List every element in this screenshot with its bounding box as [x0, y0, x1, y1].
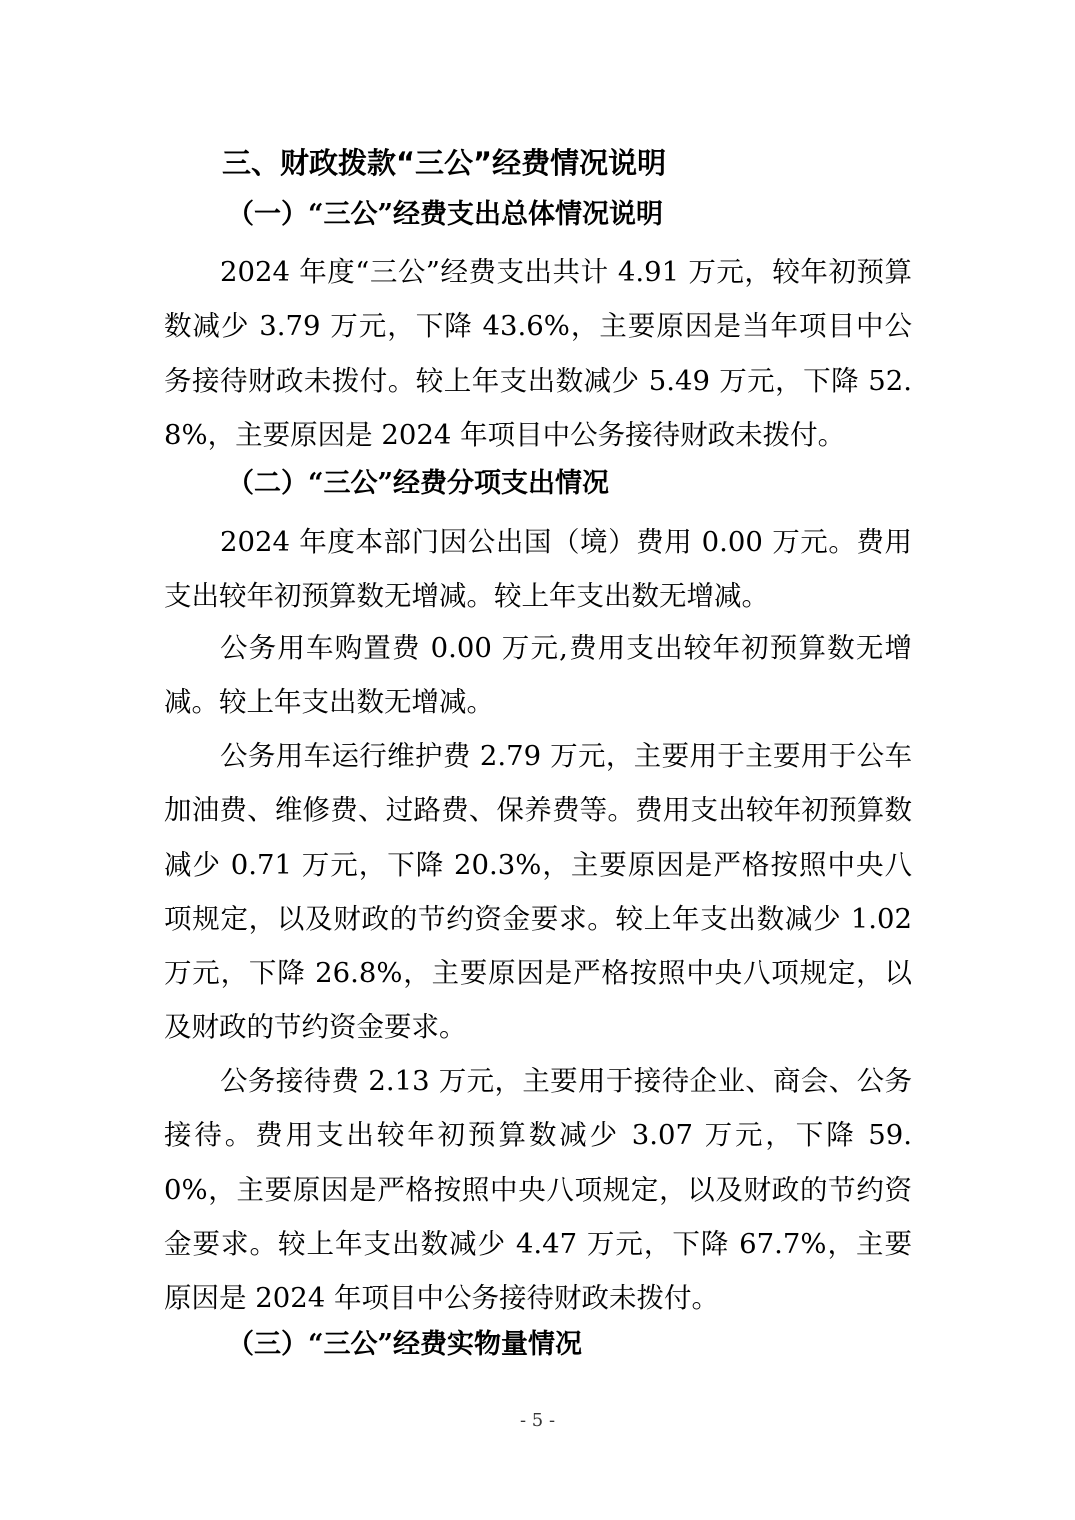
subsection-heading-1: （一）“三公”经费支出总体情况说明	[227, 199, 664, 230]
paragraph-vehicle-operation: 公务用车运行维护费 2.79 万元，主要用于主要用于公车加油费、维修费、过路费、保养费等。费用支出较年初预算数减少 0.71 万元，下降 20.3%，主要原因是严格按照中央八项规定，以及财政的节约资金要求。较上年支出数减少 1.02 万元，下降 26.8%，主要原因是严格按照中央八项规定，以及财政的节约资金要求。	[164, 740, 912, 1044]
section-heading: 三、财政拨款“三公”经费情况说明	[222, 146, 667, 180]
paragraph-overseas-travel: 2024 年度本部门因公出国（境）费用 0.00 万元。费用支出较年初预算数无增减。较上年支出数无增减。	[164, 526, 912, 613]
subsection-heading-2: （二）“三公”经费分项支出情况	[227, 468, 610, 499]
paragraph-total-overview: 2024 年度“三公”经费支出共计 4.91 万元，较年初预算数减少 3.79 万元，下降 43.6%，主要原因是当年项目中公务接待财政未拨付。较上年支出数减少 5.49 万元，下降 52.8%，主要原因是 2024 年项目中公务接待财政未拨付。	[164, 256, 912, 451]
paragraph-vehicle-purchase: 公务用车购置费 0.00 万元,费用支出较年初预算数无增减。较上年支出数无增减。	[164, 632, 912, 719]
page-number: - 5 -	[519, 1410, 556, 1431]
paragraph-official-reception: 公务接待费 2.13 万元，主要用于接待企业、商会、公务接待。费用支出较年初预算数减少 3.07 万元，下降 59.0%，主要原因是严格按照中央八项规定，以及财政的节约资金要求。较上年支出数减少 4.47 万元，下降 67.7%，主要原因是 2024 年项目中公务接待财政未拨付。	[164, 1065, 912, 1315]
subsection-heading-3: （三）“三公”经费实物量情况	[227, 1329, 583, 1360]
